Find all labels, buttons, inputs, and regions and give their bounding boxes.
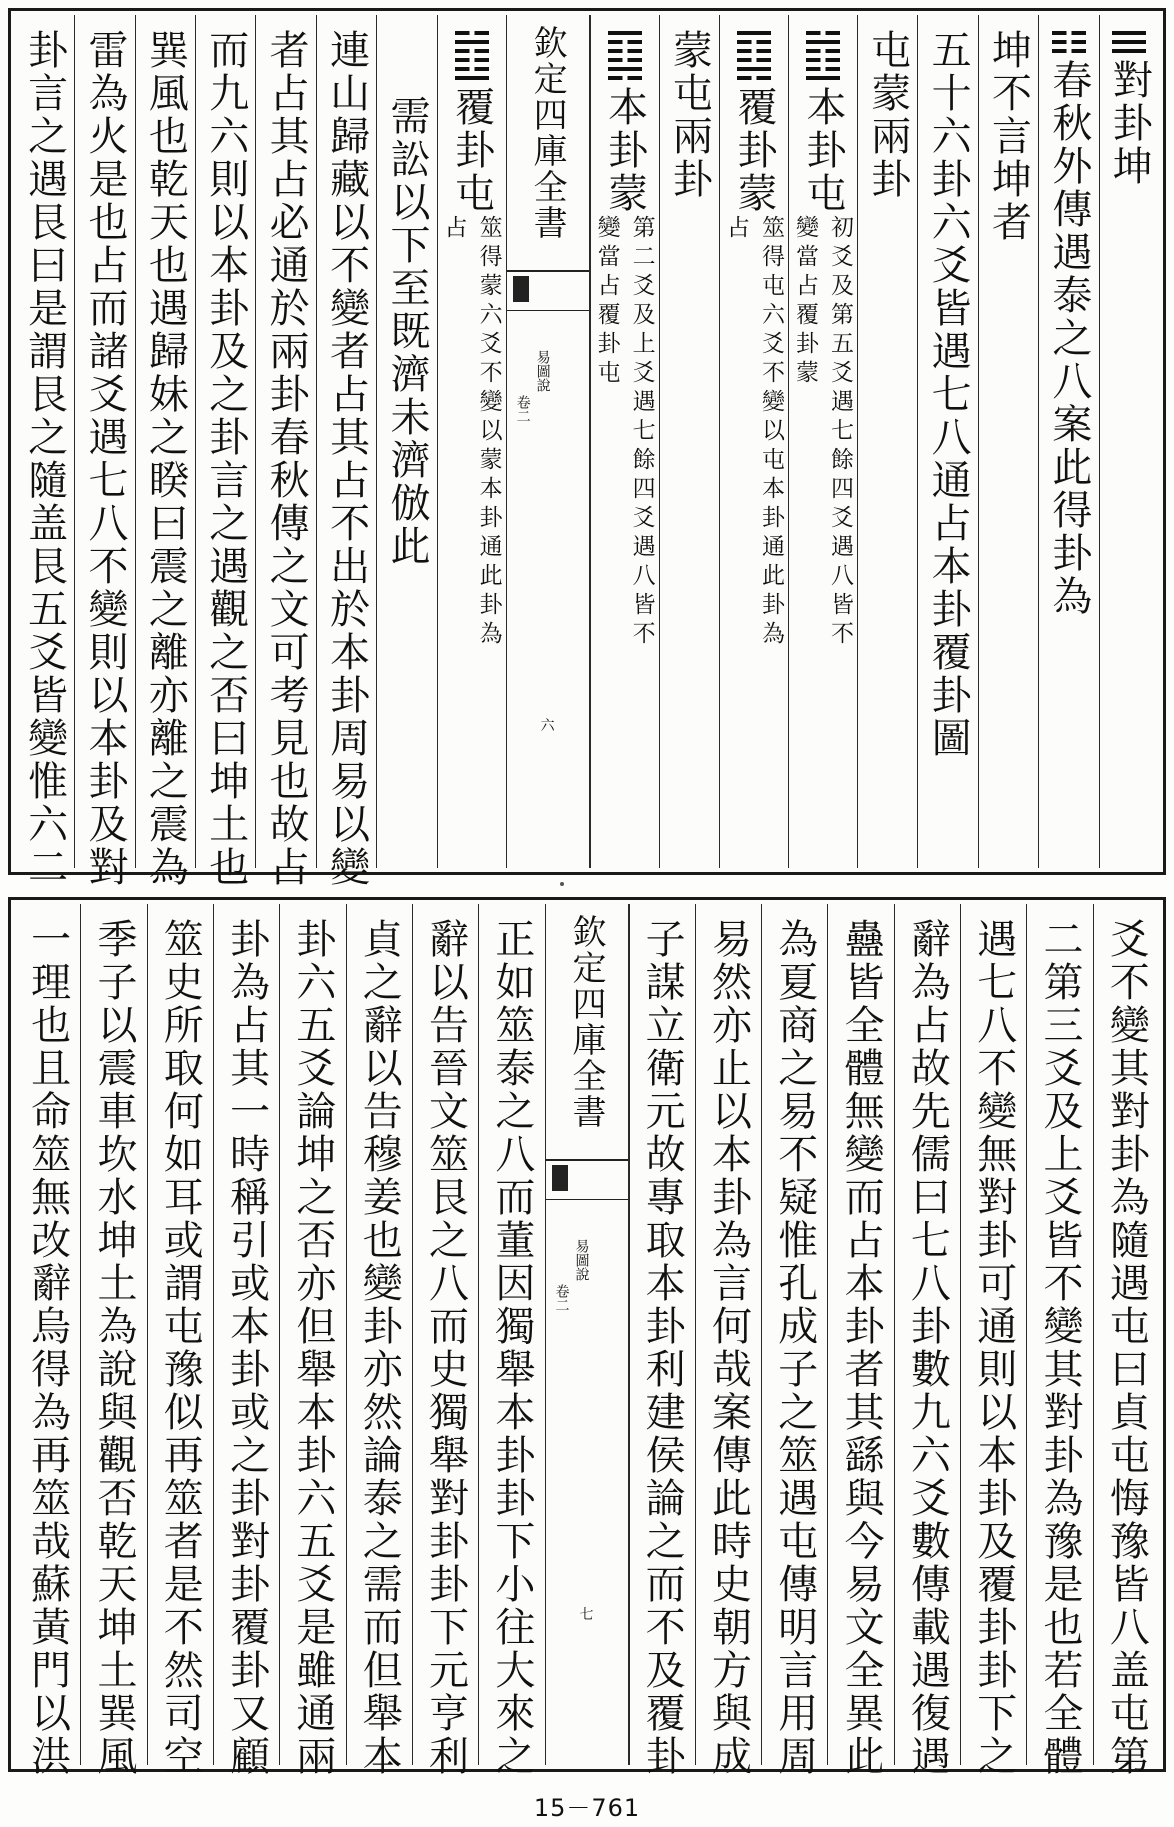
top-gutter-page: 六 — [540, 718, 555, 734]
bottom-col-15 — [80, 904, 146, 1778]
bottom-col-1 — [1093, 904, 1159, 1778]
top-col-15-text: 雷為火是也占而諸爻遇七八不變則以本卦及對 — [82, 29, 128, 889]
top-col-12-text: 者占其占必通於兩卦春秋傳之文可考見也故占 — [263, 29, 310, 889]
bottom-col-8-text: 子謀立衛元故專取本卦利建侯論之而不及覆卦 — [639, 918, 686, 1778]
top-col-6-title: 覆卦蒙 — [731, 86, 778, 215]
bottom-col-10-text: 辭以告晉文筮艮之八而史獨舉對卦卦下元亨利 — [422, 918, 469, 1778]
bottom-col-2 — [1026, 904, 1092, 1778]
bottom-col-13 — [213, 904, 279, 1778]
top-col-5-note-1: 初爻及第五爻遇七餘四爻遇八皆不 — [827, 215, 854, 650]
bottom-col-9-text: 正如筮泰之八而董因獨舉本卦卦下小往大來之 — [488, 918, 535, 1778]
bottom-columns — [15, 904, 1159, 1778]
top-col-8 — [590, 15, 659, 868]
hexagram-kun-icon — [1052, 31, 1086, 53]
bottom-col-6 — [761, 904, 827, 1778]
bottom-gutter-page: 七 — [579, 1607, 594, 1623]
top-col-6-note-2: 占 — [723, 215, 750, 244]
bottom-col-9 — [478, 904, 544, 1778]
bottom-col-6-text: 為夏商之易不疑惟孔成子之筮遇屯傳明言用周 — [771, 918, 818, 1778]
top-columns — [15, 15, 1159, 889]
top-col-8-title: 本卦蒙 — [601, 86, 648, 215]
top-col-15 — [74, 15, 134, 889]
top-col-4-text: 屯蒙兩卦 — [864, 29, 911, 201]
bottom-col-4-text: 辭為占故先儒曰七八卦數九六爻數傳載遇復遇 — [904, 918, 951, 1778]
top-col-10-text: 需訟以下至既濟未濟倣此 — [383, 95, 430, 568]
bottom-col-4 — [894, 904, 960, 1778]
top-col-4 — [857, 15, 917, 868]
top-col-14-text: 巽風也乾天也遇歸妹之睽曰震之離亦離之震為 — [142, 29, 189, 889]
bottom-col-1-text: 爻不變其對卦為隨遇屯曰貞屯悔豫皆八盖屯第 — [1103, 918, 1150, 1778]
top-col-9-note-1: 筮得蒙六爻不變以蒙本卦通此卦為 — [475, 215, 502, 650]
hexagram-zhun-icon — [455, 31, 489, 80]
top-col-5-note-2: 變當占覆卦蒙 — [792, 215, 819, 389]
top-col-1-text: 對卦坤 — [1106, 59, 1153, 188]
bottom-col-7-text: 易然亦止以本卦為言何哉案傳此時史朝方與成 — [705, 918, 752, 1778]
top-col-10 — [376, 15, 436, 868]
top-col-12 — [255, 15, 315, 889]
top-col-3 — [917, 15, 977, 868]
page-number: 15－761 — [533, 1794, 641, 1822]
bottom-gutter-book: 易圖說 — [573, 1239, 590, 1281]
page-separator-dot — [560, 882, 564, 886]
top-col-7 — [659, 15, 719, 868]
top-col-9 — [437, 15, 506, 868]
bottom-gutter-volume: 卷二 — [553, 1284, 570, 1312]
top-col-6 — [719, 15, 788, 868]
top-col-16-text: 卦言之遇艮曰是謂艮之隨盖艮五爻皆變惟六二 — [21, 29, 68, 889]
top-col-9-title: 覆卦屯 — [448, 86, 495, 215]
bottom-col-5-text: 蠱皆全體無變而占本卦者其繇與今易文全異此 — [838, 918, 885, 1778]
bottom-col-15-text: 季子以震車坎水坤土為說與觀否乾天坤土巽風 — [90, 918, 137, 1778]
top-col-2 — [978, 15, 1038, 868]
bottom-col-14-text: 筮史所取何如耳或謂屯豫似再筮者是不然司空 — [157, 918, 204, 1778]
hexagram-qian-icon — [1112, 31, 1146, 53]
top-col-11 — [316, 15, 376, 889]
top-col-3-text: 五十六卦六爻皆遇七八通占本卦覆卦圖 — [925, 29, 972, 760]
top-col-7-text: 蒙屯兩卦 — [666, 29, 713, 201]
bottom-col-7 — [695, 904, 761, 1778]
bottom-col-16 — [15, 904, 80, 1778]
bottom-gutter-library: 欽定四庫全書 — [566, 914, 606, 1130]
fish-tail-icon — [546, 1159, 628, 1200]
top-col-13 — [195, 15, 255, 889]
top-col-5 — [788, 15, 857, 868]
top-gutter-book: 易圖說 — [534, 350, 551, 392]
bottom-col-3 — [960, 904, 1026, 1778]
hexagram-meng-icon — [737, 31, 771, 80]
fish-tail-icon — [507, 270, 589, 311]
bottom-col-14 — [147, 904, 213, 1778]
page-top-panel — [8, 8, 1166, 889]
top-col-5-title: 本卦屯 — [800, 86, 847, 215]
bottom-col-11-text: 貞之辭以告穆姜也變卦亦然論泰之需而但舉本 — [356, 918, 403, 1778]
top-gutter-volume: 卷二 — [514, 395, 531, 423]
top-col-16 — [15, 15, 74, 889]
page-bottom-panel — [8, 897, 1166, 1778]
bottom-col-12 — [279, 904, 345, 1778]
top-col-1b — [1038, 15, 1098, 868]
top-col-11-text: 連山歸藏以不變者占其占不出於本卦周易以變 — [323, 29, 370, 889]
top-col-6-note-1: 筮得屯六爻不變以屯本卦通此卦為 — [758, 215, 785, 650]
top-gutter-library: 欽定四庫全書 — [527, 25, 568, 241]
bottom-col-3-text: 遇七八不變無對卦可通則以本卦及覆卦卦下之 — [970, 918, 1017, 1778]
top-col-8-note-1: 第二爻及上爻遇七餘四爻遇八皆不 — [628, 215, 655, 650]
bottom-col-12-text: 卦六五爻論坤之否亦但舉本卦六五爻是雖通兩 — [289, 918, 336, 1778]
bottom-col-8 — [629, 904, 695, 1778]
top-col-8-note-2: 變當占覆卦屯 — [593, 215, 620, 389]
bottom-col-16-text: 一理也且命筮無改辭烏得為再筮哉蘇黃門以洪 — [24, 918, 71, 1778]
top-col-1 — [1099, 15, 1159, 868]
top-col-1b-text: 春秋外傳遇泰之八案此得卦為 — [1045, 59, 1092, 618]
top-col-2-text: 坤不言坤者 — [985, 29, 1032, 244]
hexagram-zhun-icon — [806, 31, 840, 80]
top-col-13-text: 而九六則以本卦及之卦言之遇觀之否曰坤土也 — [202, 29, 249, 889]
top-gutter — [506, 15, 590, 868]
bottom-col-5 — [827, 904, 893, 1778]
hexagram-meng-icon — [608, 31, 642, 80]
top-col-9-note-2: 占 — [440, 215, 467, 244]
bottom-col-2-text: 二第三爻及上爻皆不變其對卦為豫是也若全體 — [1037, 918, 1084, 1778]
bottom-col-11 — [346, 904, 412, 1778]
bottom-gutter — [545, 904, 629, 1765]
top-col-14 — [135, 15, 195, 889]
bottom-col-13-text: 卦為占其一時稱引或本卦或之卦對卦覆卦又顧 — [223, 918, 270, 1778]
bottom-col-10 — [412, 904, 478, 1778]
